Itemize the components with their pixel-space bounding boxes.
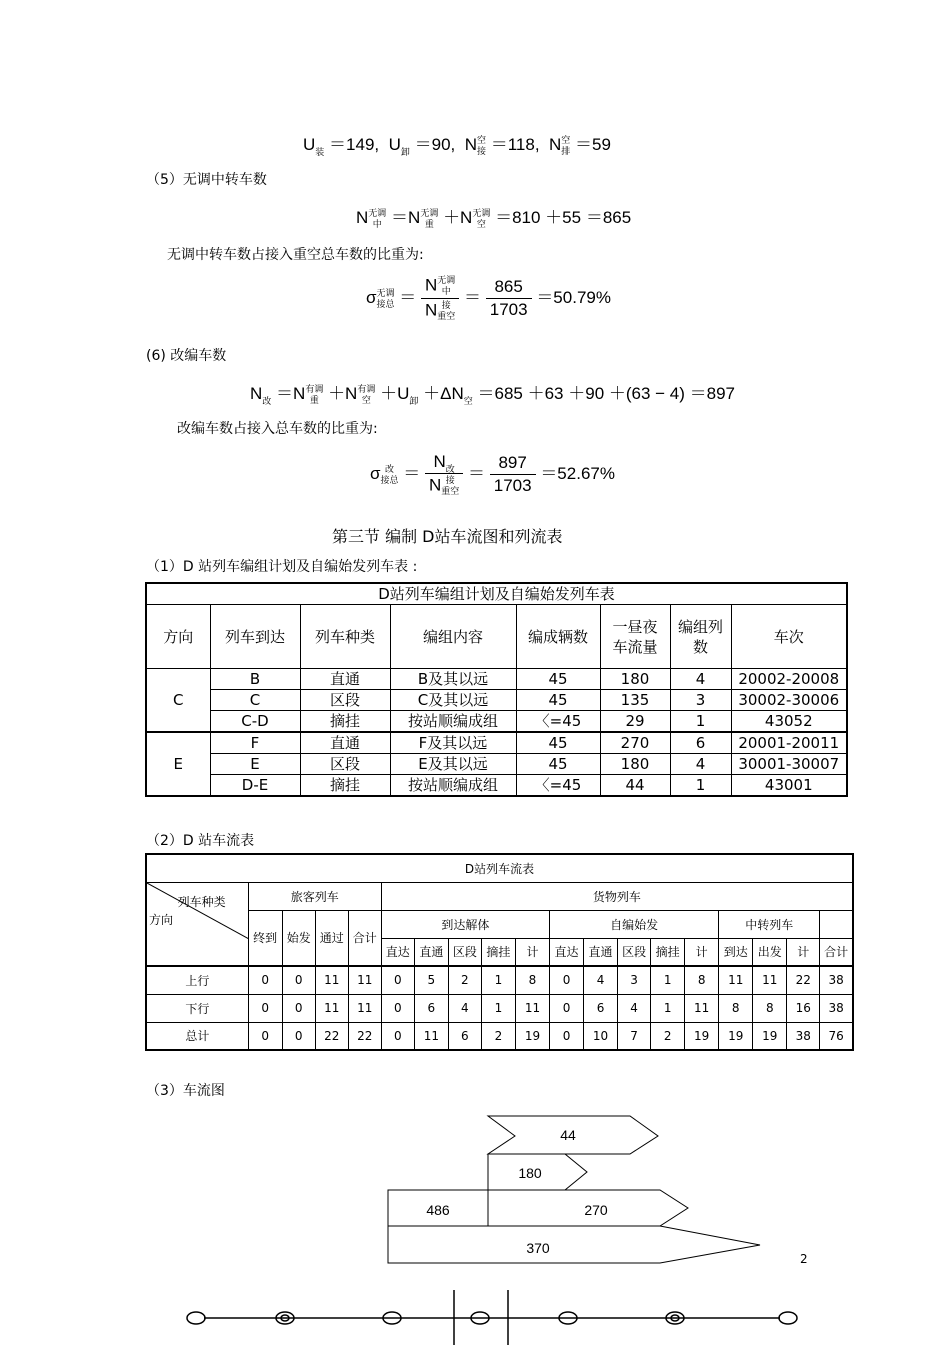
superscript: 接 — [441, 300, 451, 310]
flow-label-44: 44 — [560, 1127, 576, 1143]
operator: ＝ — [403, 463, 421, 483]
value: ＝118, — [490, 135, 540, 154]
cell: 3 — [670, 690, 731, 711]
cell: 按站顺编成组 — [390, 775, 516, 797]
cell: 45 — [516, 732, 600, 754]
cell: 6 — [414, 994, 448, 1022]
row-label: 下行 — [146, 994, 248, 1022]
cell: 0 — [381, 966, 414, 994]
cell: 76 — [820, 1022, 853, 1050]
cell: 8 — [753, 994, 787, 1022]
operator: ＋ΔN — [423, 384, 464, 403]
cell: 10 — [584, 1022, 618, 1050]
symbol-u: U — [388, 135, 401, 154]
station-track-diagram — [180, 1285, 820, 1345]
part-2-heading: （2）D 站车流表 — [146, 833, 255, 849]
result: ＝52.67% — [540, 463, 615, 483]
cell: 0 — [549, 994, 583, 1022]
superscript: 有调 — [357, 383, 376, 394]
denominator: 1703 — [486, 298, 532, 320]
table-row — [146, 690, 847, 711]
cell: 43052 — [731, 711, 847, 733]
cell: 0 — [381, 1022, 414, 1050]
cell: 1 — [651, 966, 685, 994]
column-header: 编成辆数 — [516, 605, 600, 669]
cell: B及其以远 — [390, 669, 516, 690]
cell: 11 — [719, 966, 753, 994]
cell: 0 — [549, 966, 583, 994]
cell: 0 — [248, 966, 282, 994]
cell: 6 — [584, 994, 618, 1022]
numerator: N — [424, 275, 438, 295]
cell: 38 — [820, 994, 853, 1022]
cell: 180 — [600, 669, 670, 690]
subscript: 改 — [445, 464, 455, 474]
cell: 2 — [481, 1022, 515, 1050]
equation-ratio-5 — [366, 275, 611, 322]
subscript: 卸 — [409, 396, 419, 406]
cell: D-E — [210, 775, 300, 797]
cell: 6 — [670, 732, 731, 754]
subscript: 接 — [476, 145, 486, 156]
station-flow-table — [145, 853, 854, 1051]
cell: 29 — [600, 711, 670, 733]
subscript: 重 — [309, 394, 319, 405]
cell: 区段 — [300, 754, 390, 775]
equation-u-n-values — [303, 130, 611, 157]
equation-no-shunting-transit — [356, 203, 631, 230]
table-row — [146, 669, 847, 690]
superscript: 无调 — [472, 207, 491, 218]
table-row — [146, 711, 847, 733]
cell: 4 — [670, 669, 731, 690]
column-header: 直通 — [584, 938, 618, 966]
cell: 45 — [516, 690, 600, 711]
cell: 11 — [348, 994, 381, 1022]
cell: 〈=45 — [516, 711, 600, 733]
column-header: 区段 — [448, 938, 481, 966]
operator: ＝ — [399, 287, 417, 307]
cell: 6 — [448, 1022, 481, 1050]
result: ＝810 ＋55 ＝865 — [495, 208, 632, 227]
cell: 0 — [248, 1022, 282, 1050]
part-3-heading: （3）车流图 — [146, 1083, 225, 1099]
operator: ＋N — [443, 208, 473, 227]
cell: 按站顺编成组 — [390, 711, 516, 733]
table-row — [146, 754, 847, 775]
group-header: 到达解体 — [381, 910, 549, 938]
subscript: 空 — [463, 396, 473, 406]
fraction-symbolic — [421, 275, 459, 322]
column-header: 合计 — [820, 938, 853, 966]
cell: 1 — [651, 994, 685, 1022]
symbol-n: N — [549, 135, 562, 154]
cell: 8 — [685, 966, 719, 994]
cell: 19 — [719, 1022, 753, 1050]
symbol-u: U — [303, 135, 316, 154]
subscript: 重 — [424, 218, 434, 229]
column-header: 列车到达 — [210, 605, 300, 669]
table-row — [146, 775, 847, 797]
cell: 0 — [282, 994, 315, 1022]
subscript: 接总 — [380, 474, 399, 485]
diag-bottom-label: 方向 — [149, 912, 174, 927]
cell: C — [210, 690, 300, 711]
cell: F — [210, 732, 300, 754]
subscript: 空 — [476, 218, 486, 229]
cell: 11 — [315, 966, 348, 994]
denominator: N — [424, 300, 438, 320]
cell: C及其以远 — [390, 690, 516, 711]
column-header: 直达 — [381, 938, 414, 966]
cell: 8 — [515, 966, 549, 994]
cell: 摘挂 — [300, 711, 390, 733]
table-row — [146, 732, 847, 754]
column-header: 方向 — [146, 605, 210, 669]
column-header: 直通 — [414, 938, 448, 966]
cell: 0 — [381, 994, 414, 1022]
cell: 1 — [481, 994, 515, 1022]
cell: 22 — [348, 1022, 381, 1050]
cell: 直通 — [300, 669, 390, 690]
cell: 180 — [600, 754, 670, 775]
cell: 19 — [753, 1022, 787, 1050]
cell: 11 — [414, 1022, 448, 1050]
car-flow-diagram — [380, 1108, 780, 1268]
cell: B — [210, 669, 300, 690]
cell: 44 — [600, 775, 670, 797]
cell: 5 — [414, 966, 448, 994]
cell: E及其以远 — [390, 754, 516, 775]
cell: 0 — [282, 966, 315, 994]
cell: 4 — [584, 966, 618, 994]
cell: 22 — [315, 1022, 348, 1050]
passenger-header: 旅客列车 — [248, 882, 381, 910]
flow-label-370: 370 — [526, 1240, 550, 1256]
cell: 0 — [549, 1022, 583, 1050]
subscript: 改 — [262, 396, 272, 406]
row-label: 上行 — [146, 966, 248, 994]
cell: 0 — [248, 994, 282, 1022]
superscript: 改 — [385, 463, 395, 474]
denominator: N — [428, 475, 442, 495]
column-header: 区段 — [618, 938, 651, 966]
equation-ratio-6 — [370, 452, 615, 497]
sigma: σ — [366, 287, 377, 307]
subscript: 装 — [315, 147, 325, 157]
signal-circle — [779, 1312, 797, 1324]
ratio-sentence-5: 无调中转车数占接入重空总车数的比重为: — [167, 247, 424, 263]
diagonal-header — [146, 882, 248, 966]
signal-circle — [187, 1312, 205, 1324]
result: ＝685 ＋63 ＋90 ＋(63 − 4) ＝897 — [477, 384, 736, 403]
table-title: D站列车流表 — [146, 854, 853, 882]
cell: 43001 — [731, 775, 847, 797]
column-header: 直达 — [549, 938, 583, 966]
cell: 0 — [282, 1022, 315, 1050]
cell: 135 — [600, 690, 670, 711]
operator: ＝N — [276, 384, 306, 403]
table-row — [146, 994, 853, 1022]
symbol-n: N — [356, 208, 369, 227]
part-1-heading: （1）D 站列车编组计划及自编始发列车表 : — [146, 559, 418, 575]
cell: 区段 — [300, 690, 390, 711]
fraction-symbolic — [425, 452, 463, 497]
page-number: 2 — [800, 1252, 808, 1266]
operator: ＋N — [328, 384, 358, 403]
subscript: 卸 — [400, 147, 410, 157]
cell: 4 — [448, 994, 481, 1022]
diag-top-label: 列车种类 — [177, 894, 226, 909]
column-header: 列车种类 — [300, 605, 390, 669]
operator: ＝ — [464, 287, 482, 307]
cell: E — [210, 754, 300, 775]
row-label: 总计 — [146, 1022, 248, 1050]
superscript: 空 — [476, 134, 486, 145]
direction-cell: E — [146, 732, 210, 796]
subscript: 接总 — [376, 298, 395, 309]
cell: 2 — [448, 966, 481, 994]
freight-header: 货物列车 — [381, 882, 853, 910]
table-row — [146, 966, 853, 994]
cell: F及其以远 — [390, 732, 516, 754]
cell: 〈=45 — [516, 775, 600, 797]
table-title: D站列车编组计划及自编始发列车表 — [146, 583, 847, 605]
section-6-heading: (6) 改编车数 — [146, 348, 227, 364]
cell: 4 — [670, 754, 731, 775]
group-header: 中转列车 — [719, 910, 820, 938]
flow-label-270: 270 — [584, 1202, 608, 1218]
table-row — [146, 1022, 853, 1050]
cell: 22 — [787, 966, 820, 994]
subscript: 空 — [361, 394, 371, 405]
section-title: 第三节 编制 D站车流图和列流表 — [332, 527, 563, 546]
superscript: 无调 — [420, 207, 439, 218]
cell: 20001-20011 — [731, 732, 847, 754]
cell: C-D — [210, 711, 300, 733]
numerator: 897 — [498, 453, 527, 472]
numerator: N — [433, 452, 446, 471]
formation-plan-table — [145, 582, 848, 797]
column-header: 编组列 数 — [670, 605, 731, 669]
cell: 1 — [481, 966, 515, 994]
numerator: 865 — [494, 277, 523, 296]
operator: ＋U — [380, 384, 410, 403]
fraction-numeric — [486, 277, 532, 320]
group-header: 自编始发 — [549, 910, 718, 938]
cell: 20002-20008 — [731, 669, 847, 690]
column-header: 摘挂 — [481, 938, 515, 966]
column-header: 始发 — [282, 910, 315, 966]
flow-arrow-370 — [388, 1226, 760, 1263]
cell: 16 — [787, 994, 820, 1022]
cell: 直通 — [300, 732, 390, 754]
cell: 11 — [515, 994, 549, 1022]
value: ＝149, — [329, 135, 380, 154]
cell: 45 — [516, 669, 600, 690]
cell: 摘挂 — [300, 775, 390, 797]
value: ＝59 — [575, 135, 611, 154]
flow-label-486: 486 — [426, 1202, 450, 1218]
result: ＝50.79% — [536, 287, 611, 307]
denominator: 1703 — [490, 474, 536, 496]
cell: 11 — [348, 966, 381, 994]
column-header: 出发 — [753, 938, 787, 966]
column-header: 合计 — [348, 910, 381, 966]
cell: 19 — [515, 1022, 549, 1050]
cell: 38 — [820, 966, 853, 994]
sigma: σ — [370, 463, 381, 483]
symbol-n: N — [250, 384, 263, 403]
cell: 1 — [670, 711, 731, 733]
column-header: 计 — [787, 938, 820, 966]
subscript: 重空 — [441, 486, 460, 496]
column-header: 一昼夜 车流量 — [600, 605, 670, 669]
subscript: 中 — [372, 218, 382, 229]
operator: ＝N — [391, 208, 421, 227]
cell: 4 — [618, 994, 651, 1022]
cell: 45 — [516, 754, 600, 775]
operator: ＝ — [468, 463, 486, 483]
cell: 1 — [670, 775, 731, 797]
cell: 11 — [685, 994, 719, 1022]
cell: 2 — [651, 1022, 685, 1050]
column-header: 通过 — [315, 910, 348, 966]
superscript: 空 — [561, 134, 571, 145]
cell: 30001-30007 — [731, 754, 847, 775]
cell: 30002-30006 — [731, 690, 847, 711]
direction-cell: C — [146, 669, 210, 733]
ratio-sentence-6: 改编车数占接入总车数的比重为: — [177, 421, 378, 437]
symbol-n: N — [464, 135, 477, 154]
column-header: 到达 — [719, 938, 753, 966]
subscript: 重空 — [437, 311, 456, 321]
subscript: 排 — [561, 145, 571, 156]
value: ＝90, — [414, 135, 456, 154]
cell: 8 — [719, 994, 753, 1022]
column-header: 计 — [515, 938, 549, 966]
superscript: 接 — [445, 475, 455, 485]
flow-label-180: 180 — [518, 1165, 542, 1181]
cell: 38 — [787, 1022, 820, 1050]
cell: 19 — [685, 1022, 719, 1050]
cell: 7 — [618, 1022, 651, 1050]
equation-reclassified — [250, 379, 735, 406]
superscript: 无调 — [368, 207, 387, 218]
table-header-row — [146, 605, 847, 669]
column-header: 车次 — [731, 605, 847, 669]
cell: 11 — [753, 966, 787, 994]
subscript: 中 — [441, 286, 451, 296]
cell: 270 — [600, 732, 670, 754]
cell: 3 — [618, 966, 651, 994]
superscript: 无调 — [437, 275, 456, 285]
column-header: 终到 — [248, 910, 282, 966]
column-header: 摘挂 — [651, 938, 685, 966]
superscript: 有调 — [305, 383, 324, 394]
cell: 11 — [315, 994, 348, 1022]
column-header: 编组内容 — [390, 605, 516, 669]
section-5-heading: （5）无调中转车数 — [146, 172, 267, 188]
fraction-numeric — [490, 453, 536, 496]
column-header: 计 — [685, 938, 719, 966]
superscript: 无调 — [376, 287, 395, 298]
